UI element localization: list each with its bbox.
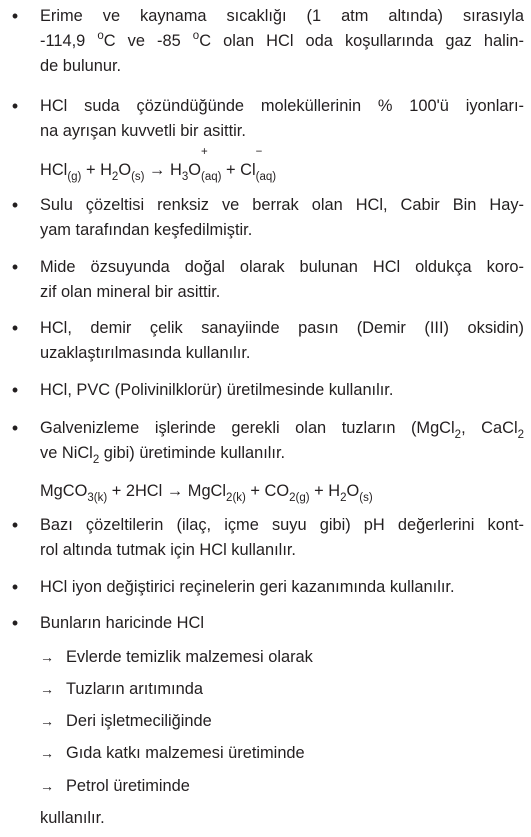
text-line: Galvenizleme işlerinde gerekli olan tuzların (MgCl$_2$, CaCl$_2$ bbox=[40, 419, 524, 441]
bullet-marker: • bbox=[11, 515, 19, 535]
text-line: Bazı çözeltilerin (ilaç, içme suyu gibi) pH değerlerini kont- bbox=[40, 516, 524, 534]
paragraph-ion-exchange bbox=[40, 575, 524, 600]
bullet-marker: • bbox=[11, 6, 19, 26]
bullet-marker: • bbox=[11, 380, 19, 400]
text-line: uzaklaştırılmasında kullanılır. bbox=[40, 344, 251, 362]
text-line: Erime ve kaynama sıcaklığı (1 atm altında) sırasıyla bbox=[40, 7, 524, 25]
list-item: → Deri işletmeciliğinde bbox=[40, 709, 212, 734]
bullet-marker: • bbox=[11, 418, 19, 438]
paragraph-ph-control bbox=[40, 513, 524, 563]
bullet-marker: • bbox=[11, 318, 19, 338]
bullet-marker: • bbox=[11, 577, 19, 597]
closing-text: kullanılır. bbox=[40, 809, 105, 827]
list-item: → Gıda katkı malzemesi üretiminde bbox=[40, 741, 305, 766]
bullet-marker: • bbox=[11, 195, 19, 215]
reaction-arrow: → bbox=[166, 482, 184, 500]
paragraph-rust-removal bbox=[40, 316, 524, 366]
arrow-icon: → bbox=[40, 778, 54, 794]
bullet-marker: • bbox=[11, 613, 19, 633]
text-line: ve NiCl$_2$ gibi) üretiminde kullanılır. bbox=[40, 444, 286, 466]
paragraph-pvc bbox=[40, 378, 524, 403]
list-item: → Tuzların arıtımında bbox=[40, 677, 203, 702]
bullet-marker: • bbox=[11, 96, 19, 116]
bullet-marker: • bbox=[11, 257, 19, 277]
paragraph-strong-acid bbox=[40, 94, 524, 144]
text-line: yam tarafından keşfedilmiştir. bbox=[40, 221, 253, 239]
paragraph-galvanizing bbox=[40, 416, 524, 466]
paragraph-other-uses: Bunların haricinde HCl bbox=[40, 614, 204, 632]
text-line: HCl, PVC (Polivinilklorür) üretilmesinde kullanılır. bbox=[40, 381, 394, 399]
paragraph-stomach-acid bbox=[40, 255, 524, 305]
arrow-icon: → bbox=[40, 681, 54, 697]
text-line: HCl iyon değiştirici reçinelerin geri kazanımında kullanılır. bbox=[40, 578, 455, 596]
text-line: Sulu çözeltisi renksiz ve berrak olan HCl, Cabir Bin Hay- bbox=[40, 196, 524, 214]
text-line: na ayrışan kuvvetli bir asittir. bbox=[40, 122, 246, 140]
paragraph-melting-boiling bbox=[40, 4, 524, 79]
list-item: → Petrol üretiminde bbox=[40, 774, 190, 799]
text-line: zif olan mineral bir asittir. bbox=[40, 283, 221, 301]
text-line: rol altında tutmak için HCl kullanılır. bbox=[40, 541, 296, 559]
arrow-icon: → bbox=[40, 745, 54, 761]
list-item: → Evlerde temizlik malzemesi olarak bbox=[40, 645, 313, 670]
paragraph-discovery bbox=[40, 193, 524, 243]
text-line: -114,9 $^o$C ve -85 $^o$C olan HCl oda koşullarında gaz halin- bbox=[40, 30, 524, 50]
magnesium-carbonate-equation: MgCO$_{3(k)}$ + 2HCl → MgCl$_{2(k)}$ + $CO_{2(g)} + H_2O_{(s)}$ bbox=[40, 482, 373, 504]
arrow-icon: → bbox=[40, 649, 54, 665]
arrow-icon: → bbox=[40, 713, 54, 729]
text-line: HCl suda çözündüğünde moleküllerinin % 100'ü iyonları- bbox=[40, 97, 524, 115]
text-line: HCl, demir çelik sanayiinde pasın (Demir (III) oksidin) bbox=[40, 319, 524, 337]
text-line: de bulunur. bbox=[40, 57, 122, 75]
reaction-arrow: → bbox=[144, 161, 170, 179]
text-line: Mide özsuyunda doğal olarak bulunan HCl oldukça koro- bbox=[40, 258, 524, 276]
ionization-equation: $HCl_{(g)} + H_2O_{(s)} \to H_3O$ + $_{(aq)}$ + Cl − $_{(aq)}$ bbox=[40, 146, 277, 183]
